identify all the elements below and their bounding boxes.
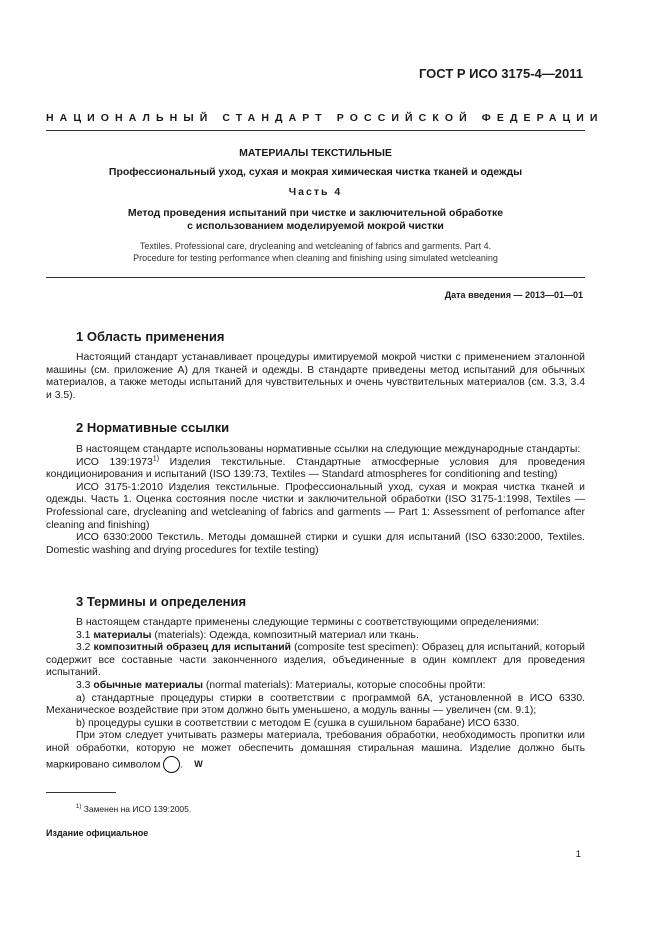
section-1-body	[46, 352, 585, 402]
term-3-2-number: 3.2	[76, 642, 94, 654]
term-3-3	[46, 680, 585, 693]
document-subtitle: Профессиональный уход, сухая и мокрая химическая чистка тканей и одежды	[108, 166, 523, 178]
wetcleaning-symbol-icon: W	[163, 756, 180, 773]
section-2-heading: 2 Нормативные ссылки	[76, 420, 230, 435]
term-3-2	[46, 642, 585, 680]
english-title	[46, 240, 585, 264]
reference-iso-139	[46, 457, 585, 482]
reference-iso-139-text: Изделия текстильные. Стандартные атмосферные условия для проведения кондиционирования и испытаний (ISO 139:73, Textiles — Standard atmospheres for conditioning and testing)	[46, 456, 585, 481]
term-3-1-number: 3.1	[76, 629, 94, 641]
term-3-1-definition: (materials): Одежда, композитный материал или ткань.	[151, 629, 419, 641]
part-label: Часть 4	[288, 186, 343, 198]
term-3-1-name: материалы	[93, 629, 152, 641]
section-2-intro: В настоящем стандарте использованы нормативные ссылки на следующие международные стандарты:	[76, 444, 581, 455]
footnote-mark: 1)	[152, 455, 160, 463]
footnote-text: Заменен на ИСО 139:2005.	[81, 804, 192, 814]
term-3-3-number: 3.3	[76, 679, 94, 691]
footnote-mark: 1)	[76, 804, 82, 811]
national-standard-banner: НАЦИОНАЛЬНЫЙ СТАНДАРТ РОССИЙСКОЙ ФЕДЕРАЦИИ	[46, 112, 604, 124]
reference-iso-3175-1: ИСО 3175-1:2010 Изделия текстильные. Профессиональный уход, сухая и мокрая чистка тканей и одежды. Часть 1. Оценка состояния после чистки и заключительной обработки (ISO 3175-1:1998, Textiles — Professional care, drycleaning and wetcleaning of fabrics and garments — Part 1: Assessment of perfomance after cleaning and finishing)	[46, 481, 585, 531]
reference-iso-6330: ИСО 6330:2000 Текстиль. Методы домашней стирки и сушки для испытаний (ISO 6330:2000, Textiles. Domestic washing and drying procedures for textile testing)	[46, 532, 585, 556]
section-3-body	[46, 617, 585, 773]
section-1-heading: 1 Область применения	[76, 329, 225, 344]
term-3-2-definition: (composite test specimen): Образец для испытаний, который содержит все составные части законченного изделия, объединенные в один комплект для проведения испытаний.	[46, 642, 585, 679]
term-3-1	[46, 630, 585, 643]
document-title: МАТЕРИАЛЫ ТЕКСТИЛЬНЫЕ	[239, 147, 392, 159]
english-title-line1: Textiles. Professional care, drycleaning and wetcleaning of fabrics and garments. Part 4.	[139, 241, 492, 251]
english-title-line2: Procedure for testing performance when cleaning and finishing using simulated wetcleaning	[133, 253, 498, 263]
term-3-3-name: обычные материалы	[93, 679, 204, 691]
reference-iso-139-code: ИСО 139:1973	[76, 456, 153, 468]
closing-period: .	[180, 758, 184, 770]
section-1-text: Настоящий стандарт устанавливает процедуры имитируемой мокрой чистки с применением эталонной машины (см. приложение А) для тканей и одежды. В стандарте приведены метод испытаний для обычных материалов, а также методы испытаний для чувствительных и очень чувствительных материалов (см. 3.3, 3.4 и 3.5).	[46, 352, 585, 401]
part-title-line1: Метод проведения испытаний при чистке и заключительной обработке	[127, 207, 504, 219]
part-title	[46, 207, 585, 233]
term-3-3-closing	[46, 730, 585, 772]
term-3-3-item-b: b) процедуры сушки в соответствии с методом Е (сушка в сушильном барабане) ИСО 6330.	[76, 717, 520, 729]
footnote-divider	[46, 792, 116, 793]
section-3-heading: 3 Термины и определения	[76, 594, 247, 609]
page-number: 1	[575, 849, 581, 860]
term-3-3-item-a: a) стандартные процедуры стирки в соответствии с программой 6А, установленной в ИСО 6330. Механическое воздействие при этом должно быть уменьшено, а модуль ванны — увеличен (см. 9.1);	[46, 692, 585, 717]
header-divider	[46, 130, 585, 131]
term-3-2-name: композитный образец для испытаний	[93, 642, 292, 654]
footnote	[76, 804, 191, 814]
title-divider	[46, 277, 585, 278]
section-3-intro: В настоящем стандарте применены следующие термины с соответствующими определениями:	[76, 617, 540, 628]
effective-date: Дата введения — 2013—01—01	[444, 290, 583, 300]
term-3-3-definition: (normal materials): Материалы, которые способны пройти:	[203, 679, 486, 691]
closing-text: При этом следует учитывать размеры материала, требования обработки, необходимость пропитки или иной обработки, которую не может обеспечить домашняя стиральная машина. Изделие должно быть маркировано символом	[46, 730, 585, 770]
standard-code: ГОСТ Р ИСО 3175-4—2011	[418, 66, 583, 81]
part-title-line2: с использованием моделируемой мокрой чистки	[187, 220, 444, 232]
edition-label: Издание официальное	[46, 828, 149, 838]
section-2-body	[46, 444, 585, 557]
